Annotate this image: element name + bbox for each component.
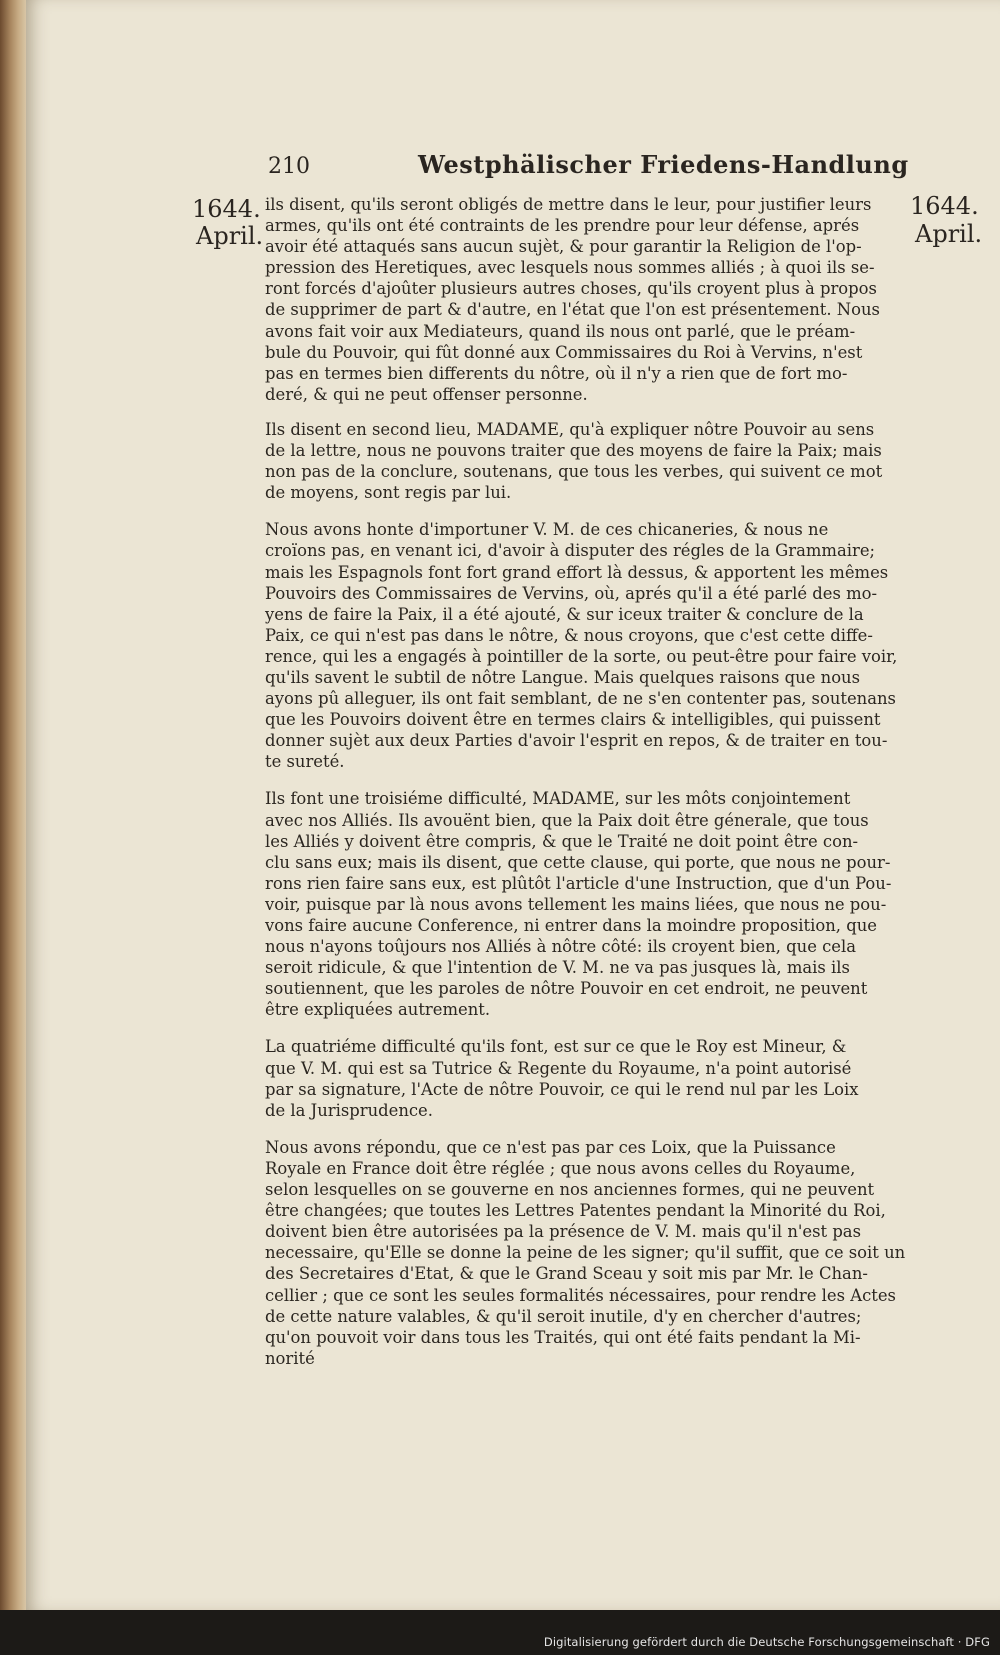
- paragraph: [265, 1137, 905, 1369]
- text-line: mais les Espagnols font fort grand effort là dessus, & apportent les mêmes: [265, 562, 889, 582]
- text-line: croïons pas, en venant ici, d'avoir à disputer des régles de la Grammaire;: [265, 541, 876, 561]
- text-line: les Alliés y doivent être compris, & que le Traité ne doit point être con-: [265, 831, 859, 851]
- text-line: avec nos Alliés. Ils avouënt bien, que la Paix doit être génerale, que tous: [265, 810, 869, 830]
- paragraph: [265, 419, 905, 503]
- text-line: Royale en France doit être réglée ; que nous avons celles du Royaume,: [265, 1158, 856, 1178]
- text-line: cellier ; que ce sont les seules formalités nécessaires, pour rendre les Actes: [265, 1285, 896, 1305]
- text-line: bule du Pouvoir, qui fût donné aux Commissaires du Roi à Vervins, n'est: [265, 342, 863, 362]
- text-line: necessaire, qu'Elle se donne la peine de les signer; qu'il suffit, que ce soit un: [265, 1243, 906, 1263]
- text-line: par sa signature, l'Acte de nôtre Pouvoir, ce qui le rend nul par les Loix: [265, 1079, 859, 1099]
- paragraph: [265, 1036, 905, 1120]
- text-line: soutiennent, que les paroles de nôtre Pouvoir en cet endroit, ne peuvent: [265, 979, 868, 999]
- text-line: des Secretaires d'Etat, & que le Grand Sceau y soit mis par Mr. le Chan-: [265, 1264, 868, 1284]
- paragraph: [265, 519, 905, 772]
- text-line: qu'ils savent le subtil de nôtre Langue. Mais quelques raisons que nous: [265, 667, 861, 687]
- paragraph: [265, 788, 905, 1020]
- text-line: te sureté.: [265, 752, 345, 772]
- text-line: pas en termes bien differents du nôtre, où il n'y a rien que de fort mo-: [265, 363, 848, 383]
- text-line: yens de faire la Paix, il a été ajouté, & sur iceux traiter & conclure de la: [265, 604, 864, 624]
- text-line: de cette nature valables, & qu'il seroit inutile, d'y en chercher d'autres;: [265, 1306, 862, 1326]
- text-line: pression des Heretiques, avec lesquels nous sommes alliés ; à quoi ils se-: [265, 258, 875, 278]
- margin-month-left: April.: [196, 222, 264, 250]
- text-line: avoir été attaqués sans aucun sujèt, & pour garantir la Religion de l'op-: [265, 237, 862, 257]
- text-line: clu sans eux; mais ils disent, que cette clause, qui porte, que nous ne pour-: [265, 852, 891, 872]
- text-line: avons fait voir aux Mediateurs, quand ils nous ont parlé, que le préam-: [265, 321, 856, 341]
- text-line: être changées; que toutes les Lettres Patentes pendant la Minorité du Roi,: [265, 1201, 886, 1221]
- text-line: de la lettre, nous ne pouvons traiter que des moyens de faire la Paix; mais: [265, 441, 882, 461]
- text-line: norité: [265, 1348, 315, 1368]
- text-line: selon lesquelles on se gouverne en nos anciennes formes, qui ne peuvent: [265, 1180, 875, 1200]
- page-number: 210: [268, 154, 310, 179]
- text-line: être expliquées autrement.: [265, 1000, 491, 1020]
- digitization-credit: Digitalisierung gefördert durch die Deutsche Forschungsgemeinschaft · DFG: [543, 1635, 990, 1649]
- text-line: rence, qui les a engagés à pointiller de la sorte, ou peut-être pour faire voir,: [265, 646, 898, 666]
- text-line: de moyens, sont regis par lui.: [265, 483, 512, 503]
- text-line: qu'on pouvoit voir dans tous les Traités, qui ont été faits pendant la Mi-: [265, 1327, 861, 1347]
- text-line: que V. M. qui est sa Tutrice & Regente du Royaume, n'a point autorisé: [265, 1058, 852, 1078]
- text-line: vons faire aucune Conference, ni entrer dans la moindre proposition, que: [265, 916, 877, 935]
- paragraph: [265, 194, 905, 405]
- text-line: de la Jurisprudence.: [265, 1100, 433, 1120]
- text-line: ils disent, qu'ils seront obligés de mettre dans le leur, pour justifier leurs: [265, 195, 872, 214]
- text-line: Ils font une troisiéme difficulté, MADAME, sur les môts conjointement: [265, 789, 851, 809]
- running-title: Westphälischer Friedens-Handlung: [418, 150, 909, 179]
- text-line: Paix, ce qui n'est pas dans le nôtre, & nous croyons, que c'est cette diffe-: [265, 625, 873, 645]
- text-line: donner sujèt aux deux Parties d'avoir l'esprit en repos, & de traiter en tou-: [265, 731, 888, 751]
- margin-year-left: 1644.: [192, 195, 261, 223]
- text-line: voir, puisque par là nous avons tellement les mains liées, que nous ne pou-: [265, 894, 887, 914]
- text-line: deré, & qui ne peut offenser personne.: [265, 384, 588, 404]
- text-line: rons rien faire sans eux, est plûtôt l'article d'une Instruction, que d'un Pou-: [265, 873, 892, 893]
- text-line: doivent bien être autorisées pa la présence de V. M. mais qu'il n'est pas: [265, 1222, 861, 1242]
- margin-year-right: 1644.: [910, 192, 979, 220]
- text-line: Ils disent en second lieu, MADAME, qu'à expliquer nôtre Pouvoir au sens: [265, 419, 875, 439]
- text-line: seroit ridicule, & que l'intention de V. M. ne va pas jusques là, mais ils: [265, 958, 850, 978]
- text-line: La quatriéme difficulté qu'ils font, est sur ce que le Roy est Mineur, &: [265, 1037, 847, 1057]
- text-line: ront forcés d'ajoûter plusieurs autres choses, qu'ils croyent plus à propos: [265, 279, 877, 299]
- text-line: non pas de la conclure, soutenans, que tous les verbes, qui suivent ce mot: [265, 462, 883, 482]
- text-line: que les Pouvoirs doivent être en termes clairs & intelligibles, qui puissent: [265, 710, 881, 730]
- text-line: Nous avons répondu, que ce n'est pas par ces Loix, que la Puissance: [265, 1137, 836, 1157]
- text-line: Pouvoirs des Commissaires de Vervins, où, aprés qu'il a été parlé des mo-: [265, 583, 878, 603]
- text-line: ayons pû alleguer, ils ont fait semblant, de ne s'en contenter pas, soutenans: [265, 689, 896, 709]
- text-line: de supprimer de part & d'autre, en l'état que l'on est présentement. Nous: [265, 300, 880, 320]
- text-line: Nous avons honte d'importuner V. M. de ces chicaneries, & nous ne: [265, 520, 829, 540]
- text-line: armes, qu'ils ont été contraints de les prendre pour leur défense, aprés: [265, 216, 860, 236]
- book-spine-edge: [0, 0, 26, 1610]
- margin-month-right: April.: [915, 220, 983, 248]
- text-line: nous n'ayons toûjours nos Alliés à nôtre côté: ils croyent bien, que cela: [265, 937, 857, 957]
- body-text: [265, 194, 905, 1385]
